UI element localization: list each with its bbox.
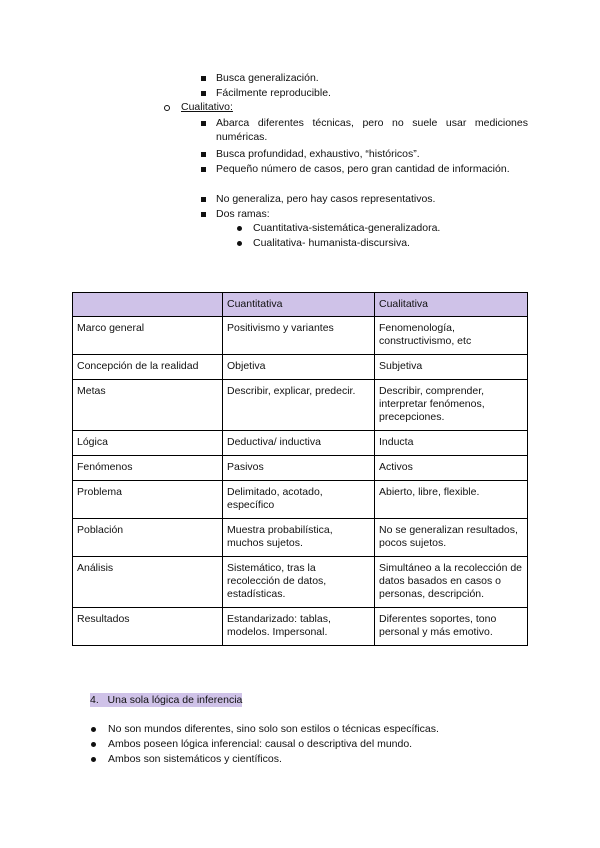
- table-cell: Análisis: [73, 557, 223, 608]
- table-cell: Resultados: [73, 608, 223, 646]
- table-cell: Concepción de la realidad: [73, 355, 223, 380]
- table-cell: Marco general: [73, 317, 223, 355]
- table-cell: Abierto, libre, flexible.: [375, 481, 528, 519]
- table-cell: No se generalizan resultados, pocos sujetos.: [375, 519, 528, 557]
- list-item: Ambos son sistemáticos y científicos.: [108, 753, 282, 765]
- table-cell: Metas: [73, 380, 223, 431]
- table-cell: Pasivos: [223, 456, 375, 481]
- table-header-cell: [73, 293, 223, 317]
- list-item: Cualitativa- humanista-discursiva.: [253, 237, 410, 249]
- table-row: [73, 608, 528, 646]
- list-item: Fácilmente reproducible.: [216, 87, 331, 99]
- list-item: Busca profundidad, exhaustivo, “históricos”.: [216, 148, 420, 160]
- table-row: [73, 519, 528, 557]
- table-row: [73, 431, 528, 456]
- list-item: Busca generalización.: [216, 72, 319, 84]
- list-item: Abarca diferentes técnicas, pero no suele usar mediciones numéricas.: [216, 117, 528, 143]
- table-row: [73, 557, 528, 608]
- table-cell: Objetiva: [223, 355, 375, 380]
- table-row: [73, 481, 528, 519]
- table-header-cell: Cuantitativa: [223, 293, 375, 317]
- comparison-table: [72, 292, 528, 646]
- round-bullet-icon: [91, 757, 96, 762]
- cualitativo-label: Cualitativo:: [181, 101, 233, 113]
- list-item: Pequeño número de casos, pero gran cantidad de información.: [216, 163, 510, 175]
- list-item: Cuantitativa-sistemática-generalizadora.: [253, 222, 441, 234]
- table-header-row: [73, 293, 528, 317]
- table-cell: Subjetiva: [375, 355, 528, 380]
- square-bullet-icon: [201, 121, 206, 126]
- table-cell: Inducta: [375, 431, 528, 456]
- section-heading: [90, 693, 242, 708]
- square-bullet-icon: [201, 91, 206, 96]
- table-cell: Estandarizado: tablas, modelos. Impersonal.: [223, 608, 375, 646]
- table-cell: Diferentes soportes, tono personal y más emotivo.: [375, 608, 528, 646]
- section-number: 4.: [90, 694, 99, 706]
- table-row: [73, 380, 528, 431]
- list-item: Ambos poseen lógica inferencial: causal o descriptiva del mundo.: [108, 738, 413, 750]
- table-header-cell: Cualitativa: [375, 293, 528, 317]
- table-cell: Población: [73, 519, 223, 557]
- square-bullet-icon: [201, 167, 206, 172]
- list-item: No generaliza, pero hay casos representativos.: [216, 193, 436, 205]
- table-row: [73, 355, 528, 380]
- table-cell: Lógica: [73, 431, 223, 456]
- list-item: No son mundos diferentes, sino solo son estilos o técnicas específicas.: [108, 723, 439, 735]
- square-bullet-icon: [201, 197, 206, 202]
- table-cell: Muestra probabilística, muchos sujetos.: [223, 519, 375, 557]
- hollow-bullet-icon: [164, 105, 170, 111]
- table-cell: Fenómenos: [73, 456, 223, 481]
- list-item: Dos ramas:: [216, 208, 270, 220]
- table-row: [73, 456, 528, 481]
- table-row: [73, 317, 528, 355]
- table-cell: Describir, comprender, interpretar fenómenos, precepciones.: [375, 380, 528, 431]
- table-cell: Activos: [375, 456, 528, 481]
- table-cell: Sistemático, tras la recolección de datos, estadísticas.: [223, 557, 375, 608]
- square-bullet-icon: [201, 152, 206, 157]
- round-bullet-icon: [91, 742, 96, 747]
- square-bullet-icon: [201, 212, 206, 217]
- section-heading-highlight: [90, 693, 242, 707]
- section-title: Una sola lógica de inferencia: [107, 694, 243, 706]
- round-bullet-icon: [91, 727, 96, 732]
- square-bullet-icon: [201, 76, 206, 81]
- table-cell: Problema: [73, 481, 223, 519]
- table-cell: Positivismo y variantes: [223, 317, 375, 355]
- round-bullet-icon: [237, 226, 242, 231]
- table-cell: Deductiva/ inductiva: [223, 431, 375, 456]
- table-cell: Fenomenología, constructivismo, etc: [375, 317, 528, 355]
- table-cell: Describir, explicar, predecir.: [223, 380, 375, 431]
- round-bullet-icon: [237, 241, 242, 246]
- table-cell: Delimitado, acotado, específico: [223, 481, 375, 519]
- table-cell: Simultáneo a la recolección de datos basados en casos o personas, descripción.: [375, 557, 528, 608]
